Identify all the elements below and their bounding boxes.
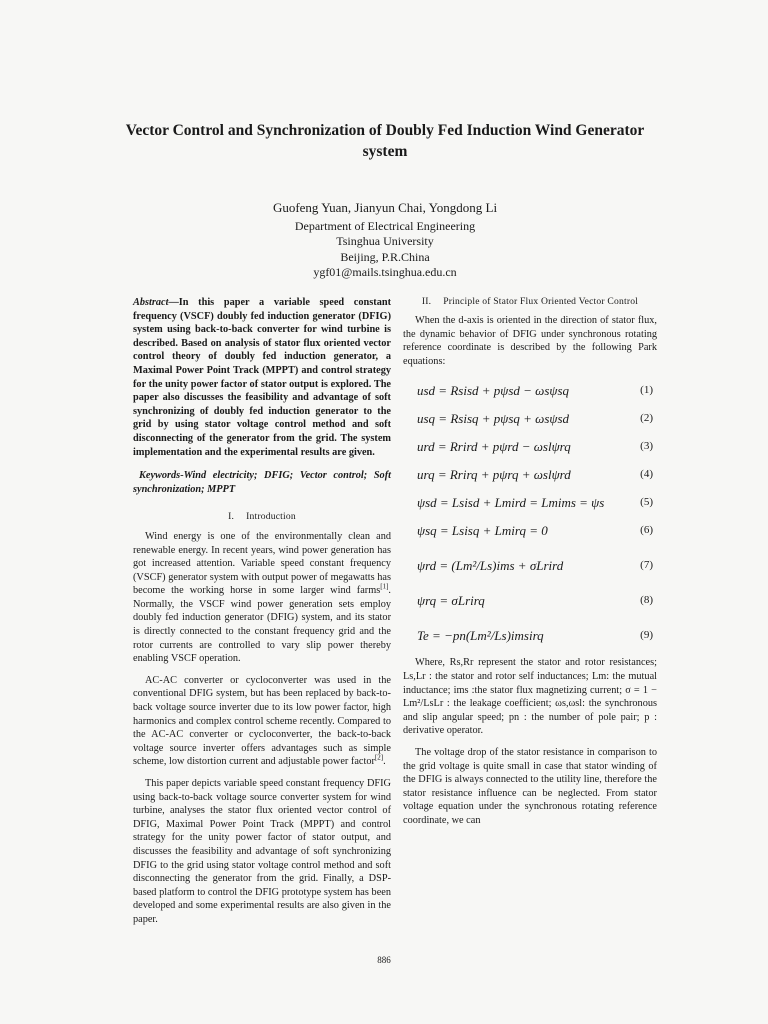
equation-row <box>403 488 657 516</box>
page-number: 886 <box>377 955 391 965</box>
abstract-lead: Abstract <box>133 297 169 308</box>
intro-paragraph-2 <box>133 674 391 769</box>
equation-number: (2) <box>640 411 653 424</box>
symbol-definitions: Where, Rs,Rr represent the stator and rotor resistances; Ls,Lr : the stator and rotor self inductances; Lm: the mutual inductance; ims :the stator flux magnetizing current; σ = 1 − Lm²/LsLr : the leakage coefficient; ωs,ωsl: the synchronous and slip angular speed; pn : the number of pole pair; p : derivative operator. <box>403 657 657 737</box>
section-number: II. <box>421 296 432 307</box>
section-number: I. <box>228 511 235 523</box>
author-email: ygf01@mails.tsinghua.edu.cn <box>313 265 457 279</box>
left-column <box>133 296 391 935</box>
section-title: Introduction <box>246 511 296 523</box>
equation-number: (9) <box>640 628 653 641</box>
equation-expression: urq = Rrirq + pψrq + ωslψrd <box>417 466 571 482</box>
equation-number: (4) <box>640 467 653 480</box>
equation-expression: urd = Rrird + pψrd − ωslψrq <box>417 438 571 454</box>
equation-row <box>403 516 657 544</box>
equation-expression: ψsd = Lsisd + Lmird = Lmims = ψs <box>417 494 605 510</box>
equation-row <box>403 614 657 656</box>
section-title: Principle of Stator Flux Oriented Vector Control <box>443 296 639 307</box>
abstract-text: —In this paper a variable speed constant frequency (VSCF) doubly fed induction generator (DFIG) system using back-to-back converter for wind turbine is described. Based on analysis of stator flux oriented vector control theory of doubly fed induction generator, a Maximal Power Point Track (MPPT) and control strategy for the unity power factor of stator output is explored. The paper also discusses the feasibility and advantage of soft synchronizing of doubly fed induction generator to the grid by using stator voltage control method and soft disconnecting of the generator from the grid. The system implementation and the experimental results are given. <box>133 297 391 458</box>
equation-expression: Te = −pn(Lm²/Ls)imsirq <box>417 627 544 643</box>
equation-expression: ψsq = Lsisq + Lmirq = 0 <box>417 522 548 538</box>
intro-p1-text: Wind energy is one of the environmentally clean and renewable energy. In recent years, wind power generation has got increased attention. Variable speed constant frequency (VSCF) generator system with output power of megawatts has become the working horse in some larger wind farms <box>133 530 391 597</box>
principle-intro: When the d-axis is oriented in the direction of stator flux, the dynamic behavior of DFIG under synchronous rotating reference coordinate is described by the following Park equations: <box>403 315 657 367</box>
equation-number: (6) <box>640 523 653 536</box>
keywords: Keywords-Wind electricity; DFIG; Vector control; Soft synchronization; MPPT <box>133 470 391 495</box>
intro-p2-end: . <box>383 756 386 768</box>
intro-paragraph-3: This paper depicts variable speed constant frequency DFIG using back-to-back voltage source converter system for wind turbine, analyses the stator flux oriented vector control of DFIG, Maximal Power Point Track (MPPT) and control strategy for the unity power factor of stator output, and discusses the feasibility and advantage of soft synchronizing DFIG to the grid using stator voltage control method and soft disconnecting the generator from the grid. Finally, a DSP-based platform to control the DFIG prototype system has been developed and some experimental results are also given in the paper. <box>133 778 391 925</box>
right-column <box>403 296 657 836</box>
equation-row <box>403 586 657 614</box>
equation-number: (8) <box>640 593 653 606</box>
equation-expression: usq = Rsisq + pψsq + ωsψsd <box>417 410 570 426</box>
equation-row <box>403 432 657 460</box>
author-university: Tsinghua University <box>336 234 434 248</box>
author-block <box>180 200 590 281</box>
section-heading-principle <box>403 296 657 308</box>
intro-paragraph-1 <box>133 530 391 666</box>
intro-p1-text-cont: . Normally, the VSCF wind power generation sets employ doubly fed induction generator (DFIG) system, and its stator is directly connected to the constant frequency grid and the rotor currents are controlled to vary slip power thereby enabling VSCF operation. <box>133 585 391 665</box>
section-heading-introduction <box>133 510 391 524</box>
equation-row <box>403 404 657 432</box>
equation-expression: ψrq = σLrirq <box>417 592 485 608</box>
citation-1: [1] <box>380 582 389 591</box>
equation-list <box>403 376 657 656</box>
equation-row <box>403 376 657 404</box>
equation-number: (7) <box>640 558 653 571</box>
author-city: Beijing, P.R.China <box>340 249 430 264</box>
equation-row <box>403 544 657 586</box>
abstract <box>133 296 391 459</box>
equation-expression: usd = Rsisd + pψsd − ωsψsq <box>417 382 570 398</box>
author-names: Guofeng Yuan, Jianyun Chai, Yongdong Li <box>272 200 498 215</box>
equation-number: (5) <box>640 495 653 508</box>
equation-expression: ψrd = (Lm²/Ls)ims + σLrird <box>417 557 564 573</box>
paper-title: Vector Control and Synchronization of Doubly Fed Induction Wind Generator system <box>125 122 645 160</box>
citation-2: [2] <box>374 753 384 762</box>
principle-paragraph-2: The voltage drop of the stator resistance in comparison to the grid voltage is quite small in case that stator winding of the DFIG is always connected to the utility line, therefore the stator resistance influence can be neglected. From stator voltage equation under the synchronous rotating reference coordinate, we can <box>403 746 657 826</box>
equation-row <box>403 460 657 488</box>
author-department: Department of Electrical Engineering <box>294 218 476 233</box>
equation-number: (1) <box>640 383 653 396</box>
equation-number: (3) <box>640 439 653 452</box>
intro-p2-text: AC-AC converter or cycloconverter was used in the conventional DFIG system, but has been replaced by back-to-back voltage source inverter due to its low power factor, high harmonics and complex control scheme recently. Compared to the AC-AC converter or cycloconverter, the back-to-back voltage source inverter offers advantages such as simple scheme, low distortion current and adjustable power factor <box>133 674 391 768</box>
